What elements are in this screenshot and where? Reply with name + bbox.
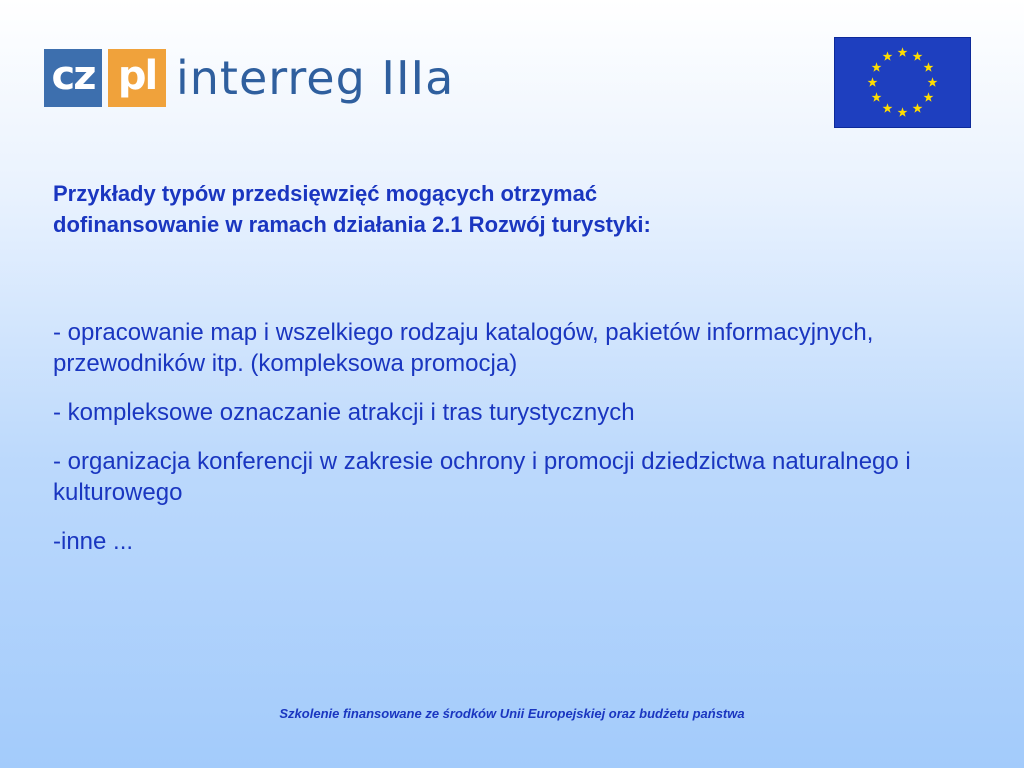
eu-star-icon bbox=[928, 77, 938, 86]
logo-interreg-text: interreg IIIa bbox=[176, 51, 455, 105]
list-item: - kompleksowe oznaczanie atrakcji i tras turystycznych bbox=[53, 399, 635, 426]
list-item: - organizacja konferencji w zakresie ochrony i promocji dziedzictwa naturalnego i kulturowego bbox=[53, 448, 911, 506]
logo-pl-box: pl bbox=[108, 49, 166, 107]
project-types-list bbox=[53, 317, 953, 575]
eu-star-icon bbox=[913, 51, 923, 60]
eu-star-icon bbox=[872, 92, 882, 101]
footer-note: Szkolenie finansowane ze środków Unii Europejskiej oraz budżetu państwa bbox=[279, 706, 745, 721]
eu-star-icon bbox=[898, 107, 908, 116]
list-item: -inne ... bbox=[53, 528, 134, 555]
heading-line-1: Przykłady typów przedsięwzięć mogących otrzymać bbox=[53, 181, 598, 206]
eu-flag-icon bbox=[834, 37, 971, 128]
eu-star-icon bbox=[913, 103, 923, 112]
heading-line-2: dofinansowanie w ramach działania 2.1 Rozwój turystyki: bbox=[53, 212, 651, 237]
eu-star-icon bbox=[883, 103, 893, 112]
interreg-logo bbox=[44, 47, 454, 109]
list-item: - opracowanie map i wszelkiego rodzaju katalogów, pakietów informacyjnych, przewodników itp. (kompleksowa promocja) bbox=[53, 319, 874, 377]
eu-star-icon bbox=[872, 62, 882, 71]
eu-star-icon bbox=[883, 51, 893, 60]
eu-star-icon bbox=[868, 77, 878, 86]
page-heading bbox=[53, 178, 953, 240]
eu-star-icon bbox=[924, 92, 934, 101]
eu-star-icon bbox=[898, 47, 908, 56]
eu-star-icon bbox=[924, 62, 934, 71]
logo-cz-box: cz bbox=[44, 49, 102, 107]
